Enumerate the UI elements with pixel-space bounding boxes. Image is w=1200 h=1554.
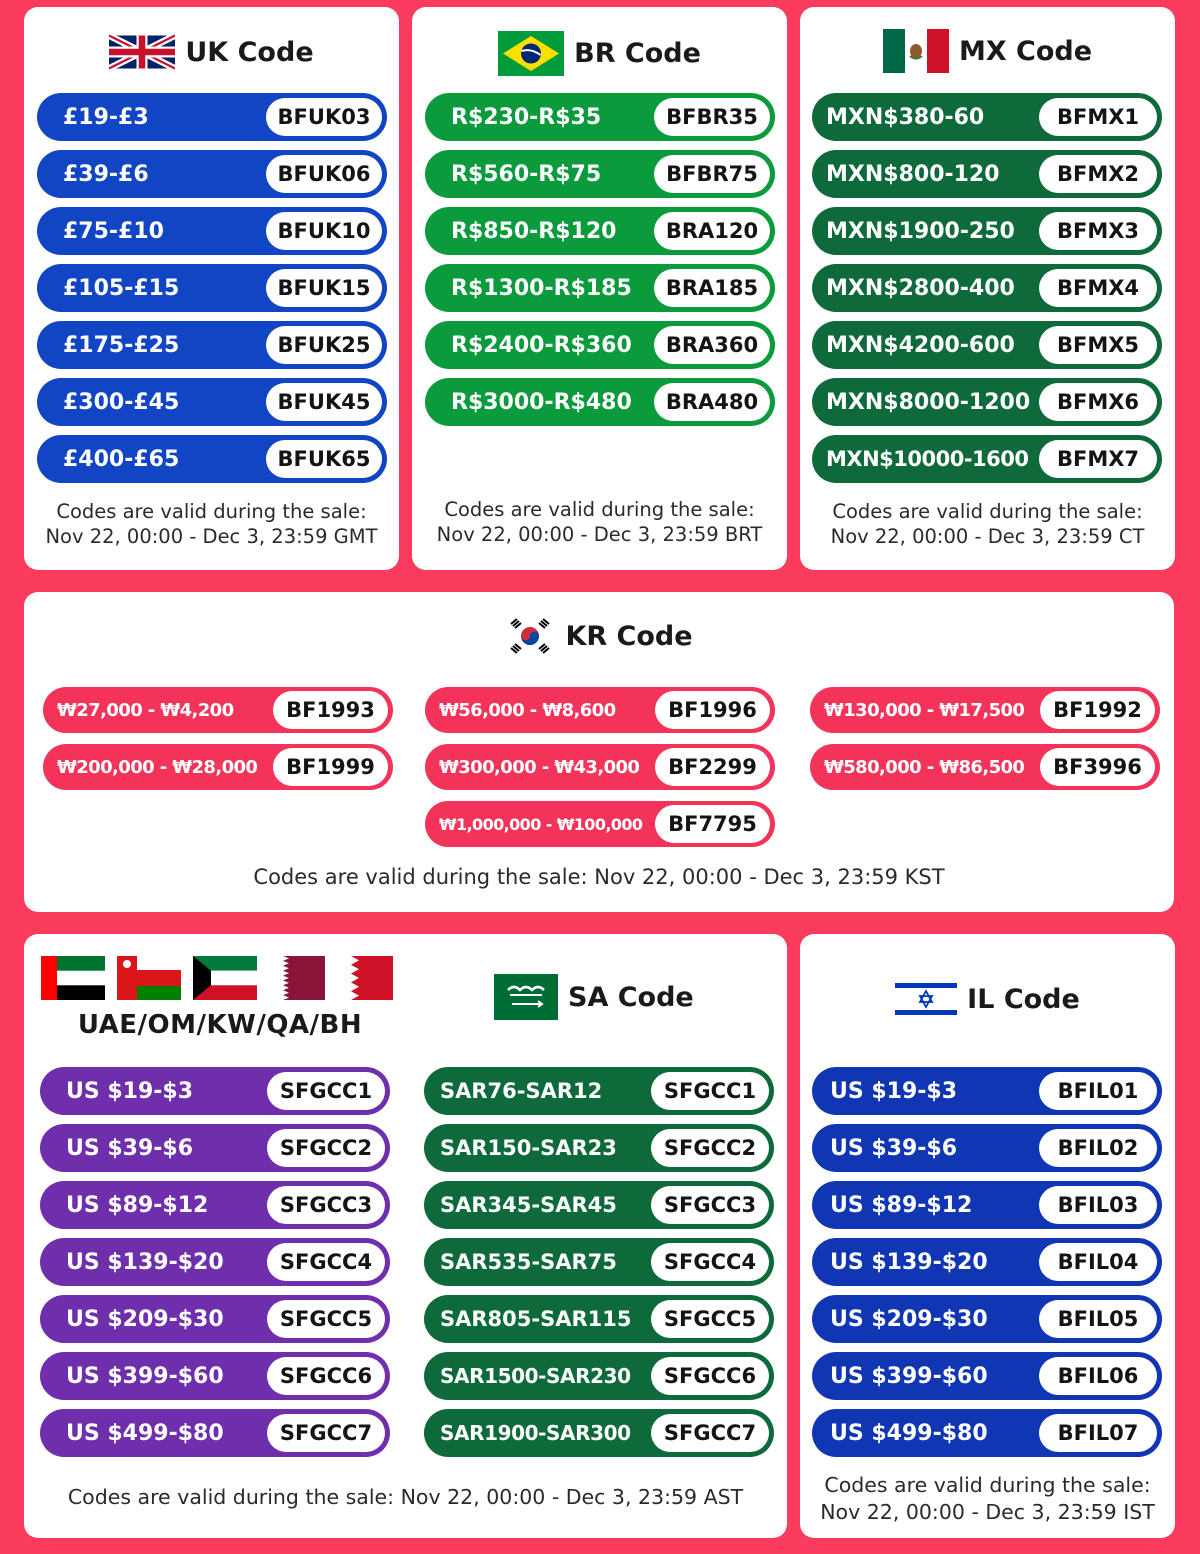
uk-amount: £105-£15 <box>63 275 180 301</box>
il-code-card <box>800 934 1175 1538</box>
br-title: BR Code <box>574 38 701 69</box>
il-promo-code[interactable]: BFIL01 <box>1039 1072 1157 1110</box>
uk-code-row <box>37 435 387 483</box>
uk-amount: £39-£6 <box>63 161 149 187</box>
sa-title: SA Code <box>568 981 694 1013</box>
uk-promo-code[interactable]: BFUK25 <box>266 326 382 364</box>
il-amount: US $89-$12 <box>830 1192 973 1218</box>
kr-amount: ₩27,000 - ₩4,200 <box>57 699 234 721</box>
gulf-amount: US $139-$20 <box>66 1249 224 1275</box>
gulf-promo-code[interactable]: SFGCC2 <box>267 1129 385 1167</box>
uk-flag-icon <box>109 31 175 73</box>
kr-promo-code[interactable]: BF1996 <box>655 691 770 729</box>
mx-promo-code[interactable]: BFMX3 <box>1039 212 1157 250</box>
uk-code-row <box>37 150 387 198</box>
il-code-row <box>812 1181 1162 1229</box>
sa-promo-code[interactable]: SFGCC3 <box>651 1186 769 1224</box>
il-promo-code[interactable]: BFIL04 <box>1039 1243 1157 1281</box>
uae-flag-icon <box>41 956 105 1000</box>
uk-code-row <box>37 93 387 141</box>
br-code-row <box>425 378 775 426</box>
kr-code-row <box>43 744 393 790</box>
sa-promo-code[interactable]: SFGCC7 <box>651 1414 769 1452</box>
il-amount: US $39-$6 <box>830 1135 958 1161</box>
sa-amount: SAR76-SAR12 <box>440 1079 603 1103</box>
gulf-code-row <box>40 1238 390 1286</box>
il-promo-code[interactable]: BFIL03 <box>1039 1186 1157 1224</box>
kr-promo-code[interactable]: BF3996 <box>1040 748 1155 786</box>
uk-promo-code[interactable]: BFUK10 <box>266 212 382 250</box>
sa-code-row <box>424 1124 774 1172</box>
uk-code-row <box>37 321 387 369</box>
br-code-row <box>425 207 775 255</box>
kr-code-row <box>43 687 393 733</box>
sa-promo-code[interactable]: SFGCC6 <box>651 1357 769 1395</box>
uk-validity-note <box>24 499 399 550</box>
sa-amount: SAR345-SAR45 <box>440 1193 617 1217</box>
kr-validity-note: Codes are valid during the sale: Nov 22, 00:00 - Dec 3, 23:59 KST <box>253 865 945 889</box>
gulf-promo-code[interactable]: SFGCC5 <box>267 1300 385 1338</box>
br-amount: R$3000-R$480 <box>451 389 632 415</box>
sa-amount: SAR150-SAR23 <box>440 1136 617 1160</box>
gulf-code-row <box>40 1124 390 1172</box>
kr-amount: ₩56,000 - ₩8,600 <box>439 699 616 721</box>
br-promo-code[interactable]: BFBR35 <box>654 98 770 136</box>
il-code-row <box>812 1238 1162 1286</box>
kr-code-row <box>810 687 1160 733</box>
kr-promo-code[interactable]: BF1999 <box>273 748 388 786</box>
mx-amount: MXN$800-120 <box>826 161 1000 187</box>
gulf-amount: US $499-$80 <box>66 1420 224 1446</box>
il-promo-code[interactable]: BFIL02 <box>1039 1129 1157 1167</box>
il-header <box>800 980 1175 1018</box>
kr-promo-code[interactable]: BF1993 <box>273 691 388 729</box>
sa-code-row <box>424 1238 774 1286</box>
il-code-row <box>812 1409 1162 1457</box>
uk-promo-code[interactable]: BFUK03 <box>266 98 382 136</box>
gulf-promo-code[interactable]: SFGCC6 <box>267 1357 385 1395</box>
uk-promo-code[interactable]: BFUK15 <box>266 269 382 307</box>
mx-code-row <box>812 93 1162 141</box>
oman-flag-icon <box>117 956 181 1000</box>
qatar-flag-icon <box>269 956 325 1000</box>
sa-promo-code[interactable]: SFGCC4 <box>651 1243 769 1281</box>
mx-promo-code[interactable]: BFMX6 <box>1039 383 1157 421</box>
mx-promo-code[interactable]: BFMX2 <box>1039 155 1157 193</box>
gulf-promo-code[interactable]: SFGCC1 <box>267 1072 385 1110</box>
br-amount: R$850-R$120 <box>451 218 617 244</box>
il-code-row <box>812 1067 1162 1115</box>
sa-promo-code[interactable]: SFGCC1 <box>651 1072 769 1110</box>
sa-promo-code[interactable]: SFGCC2 <box>651 1129 769 1167</box>
kr-code-row <box>425 801 775 847</box>
gulf-code-row <box>40 1352 390 1400</box>
mx-promo-code[interactable]: BFMX7 <box>1039 440 1157 478</box>
gulf-title: UAE/OM/KW/QA/BH <box>77 1010 363 1040</box>
gulf-code-row <box>40 1295 390 1343</box>
uk-amount: £300-£45 <box>63 389 180 415</box>
mx-code-row <box>812 378 1162 426</box>
gulf-amount: US $89-$12 <box>66 1192 209 1218</box>
gulf-sa-code-card <box>24 934 787 1538</box>
mx-amount: MXN$1900-250 <box>826 218 1015 244</box>
mx-code-row <box>812 264 1162 312</box>
uk-code-row <box>37 207 387 255</box>
mx-promo-code[interactable]: BFMX4 <box>1039 269 1157 307</box>
br-code-row <box>425 150 775 198</box>
mx-promo-code[interactable]: BFMX1 <box>1039 98 1157 136</box>
gulf-code-row <box>40 1181 390 1229</box>
sa-amount: SAR1500-SAR230 <box>440 1364 631 1388</box>
kr-amount: ₩300,000 - ₩43,000 <box>439 756 640 778</box>
il-note-line2: Nov 22, 00:00 - Dec 3, 23:59 IST <box>820 1499 1155 1524</box>
kr-code-row <box>425 744 775 790</box>
il-amount: US $499-$80 <box>830 1420 988 1446</box>
br-code-row <box>425 321 775 369</box>
gulf-promo-code[interactable]: SFGCC7 <box>267 1414 385 1452</box>
mx-amount: MXN$10000-1600 <box>826 447 1029 471</box>
il-amount: US $209-$30 <box>830 1306 988 1332</box>
il-promo-code[interactable]: BFIL05 <box>1039 1300 1157 1338</box>
br-code-row <box>425 93 775 141</box>
il-title: IL Code <box>967 983 1080 1015</box>
kr-title: KR Code <box>565 620 693 652</box>
mx-validity-note <box>800 499 1175 550</box>
kr-code-card <box>24 592 1174 912</box>
korea-flag-icon <box>505 614 555 658</box>
sa-code-row <box>424 1352 774 1400</box>
sa-code-row <box>424 1295 774 1343</box>
sa-amount: SAR805-SAR115 <box>440 1307 632 1331</box>
saudi-flag-icon <box>494 974 558 1020</box>
mx-amount: MXN$2800-400 <box>826 275 1015 301</box>
gulf-amount: US $19-$3 <box>66 1078 194 1104</box>
kr-promo-code[interactable]: BF1992 <box>1040 691 1155 729</box>
br-note-line2: Nov 22, 00:00 - Dec 3, 23:59 BRT <box>436 523 763 547</box>
br-promo-code[interactable]: BFBR75 <box>654 155 770 193</box>
br-promo-code[interactable]: BRA480 <box>654 383 770 421</box>
gulf-amount: US $399-$60 <box>66 1363 224 1389</box>
israel-flag-icon <box>895 980 957 1018</box>
mx-code-row <box>812 321 1162 369</box>
br-promo-code[interactable]: BRA360 <box>654 326 770 364</box>
uk-note-line1: Codes are valid during the sale: <box>56 500 367 523</box>
br-amount: R$230-R$35 <box>451 104 602 130</box>
br-code-card <box>412 7 787 570</box>
uk-header <box>24 31 399 73</box>
uk-code-card <box>24 7 399 570</box>
sa-code-row <box>424 1067 774 1115</box>
mx-header <box>800 29 1175 73</box>
mx-code-row <box>812 150 1162 198</box>
sa-code-row <box>424 1409 774 1457</box>
mx-code-row <box>812 435 1162 483</box>
br-promo-code[interactable]: BRA185 <box>654 269 770 307</box>
kr-amount: ₩130,000 - ₩17,500 <box>824 699 1025 721</box>
il-amount: US $19-$3 <box>830 1078 958 1104</box>
br-amount: R$560-R$75 <box>451 161 602 187</box>
il-code-row <box>812 1352 1162 1400</box>
br-amount: R$2400-R$360 <box>451 332 632 358</box>
sa-code-row <box>424 1181 774 1229</box>
il-promo-code[interactable]: BFIL06 <box>1039 1357 1157 1395</box>
uk-code-row <box>37 264 387 312</box>
gulf-amount: US $39-$6 <box>66 1135 194 1161</box>
uk-amount: £75-£10 <box>63 218 164 244</box>
br-validity-note <box>412 497 787 548</box>
sa-validity-note: Codes are valid during the sale: Nov 22, 00:00 - Dec 3, 23:59 AST <box>67 1485 744 1509</box>
kr-amount: ₩1,000,000 - ₩100,000 <box>439 814 643 834</box>
il-validity-note <box>800 1472 1175 1525</box>
uk-title: UK Code <box>185 36 314 68</box>
mx-code-card <box>800 7 1175 570</box>
mx-promo-code[interactable]: BFMX5 <box>1039 326 1157 364</box>
uk-promo-code[interactable]: BFUK65 <box>266 440 382 478</box>
mx-title: MX Code <box>958 35 1093 67</box>
br-promo-code[interactable]: BRA120 <box>654 212 770 250</box>
bahrain-flag-icon <box>337 956 393 1000</box>
il-code-row <box>812 1295 1162 1343</box>
sa-promo-code[interactable]: SFGCC5 <box>651 1300 769 1338</box>
mx-amount: MXN$8000-1200 <box>826 389 1031 415</box>
uk-code-row <box>37 378 387 426</box>
uk-amount: £19-£3 <box>63 104 149 130</box>
sa-header <box>494 974 694 1020</box>
kuwait-flag-icon <box>193 956 257 1000</box>
uk-amount: £175-£25 <box>63 332 180 358</box>
kr-promo-code[interactable]: BF2299 <box>655 748 770 786</box>
il-amount: US $399-$60 <box>830 1363 988 1389</box>
sa-amount: SAR1900-SAR300 <box>440 1421 631 1445</box>
mx-amount: MXN$380-60 <box>826 104 985 130</box>
mx-amount: MXN$4200-600 <box>826 332 1015 358</box>
kr-header <box>24 614 1174 658</box>
mx-code-row <box>812 207 1162 255</box>
gulf-flags <box>41 956 393 1000</box>
br-code-row <box>425 264 775 312</box>
il-note-line1: Codes are valid during the sale: <box>824 1473 1151 1497</box>
mx-note-line1: Codes are valid during the sale: <box>832 500 1143 523</box>
mexico-flag-icon <box>883 29 949 73</box>
sa-amount: SAR535-SAR75 <box>440 1250 617 1274</box>
uk-note-line2: Nov 22, 00:00 - Dec 3, 23:59 GMT <box>45 525 378 549</box>
kr-code-row <box>810 744 1160 790</box>
br-amount: R$1300-R$185 <box>451 275 632 301</box>
kr-amount: ₩200,000 - ₩28,000 <box>57 756 258 778</box>
il-amount: US $139-$20 <box>830 1249 988 1275</box>
gulf-amount: US $209-$30 <box>66 1306 224 1332</box>
brazil-flag-icon <box>498 31 564 76</box>
gulf-code-row <box>40 1067 390 1115</box>
uk-promo-code[interactable]: BFUK06 <box>266 155 382 193</box>
gulf-promo-code[interactable]: SFGCC3 <box>267 1186 385 1224</box>
kr-promo-code[interactable]: BF7795 <box>655 805 770 843</box>
kr-amount: ₩580,000 - ₩86,500 <box>824 756 1025 778</box>
uk-promo-code[interactable]: BFUK45 <box>266 383 382 421</box>
il-code-row <box>812 1124 1162 1172</box>
mx-note-line2: Nov 22, 00:00 - Dec 3, 23:59 CT <box>830 525 1145 549</box>
br-note-line1: Codes are valid during the sale: <box>444 498 755 521</box>
uk-amount: £400-£65 <box>63 446 180 472</box>
gulf-code-row <box>40 1409 390 1457</box>
il-promo-code[interactable]: BFIL07 <box>1039 1414 1157 1452</box>
gulf-promo-code[interactable]: SFGCC4 <box>267 1243 385 1281</box>
kr-code-row <box>425 687 775 733</box>
br-header <box>412 31 787 76</box>
